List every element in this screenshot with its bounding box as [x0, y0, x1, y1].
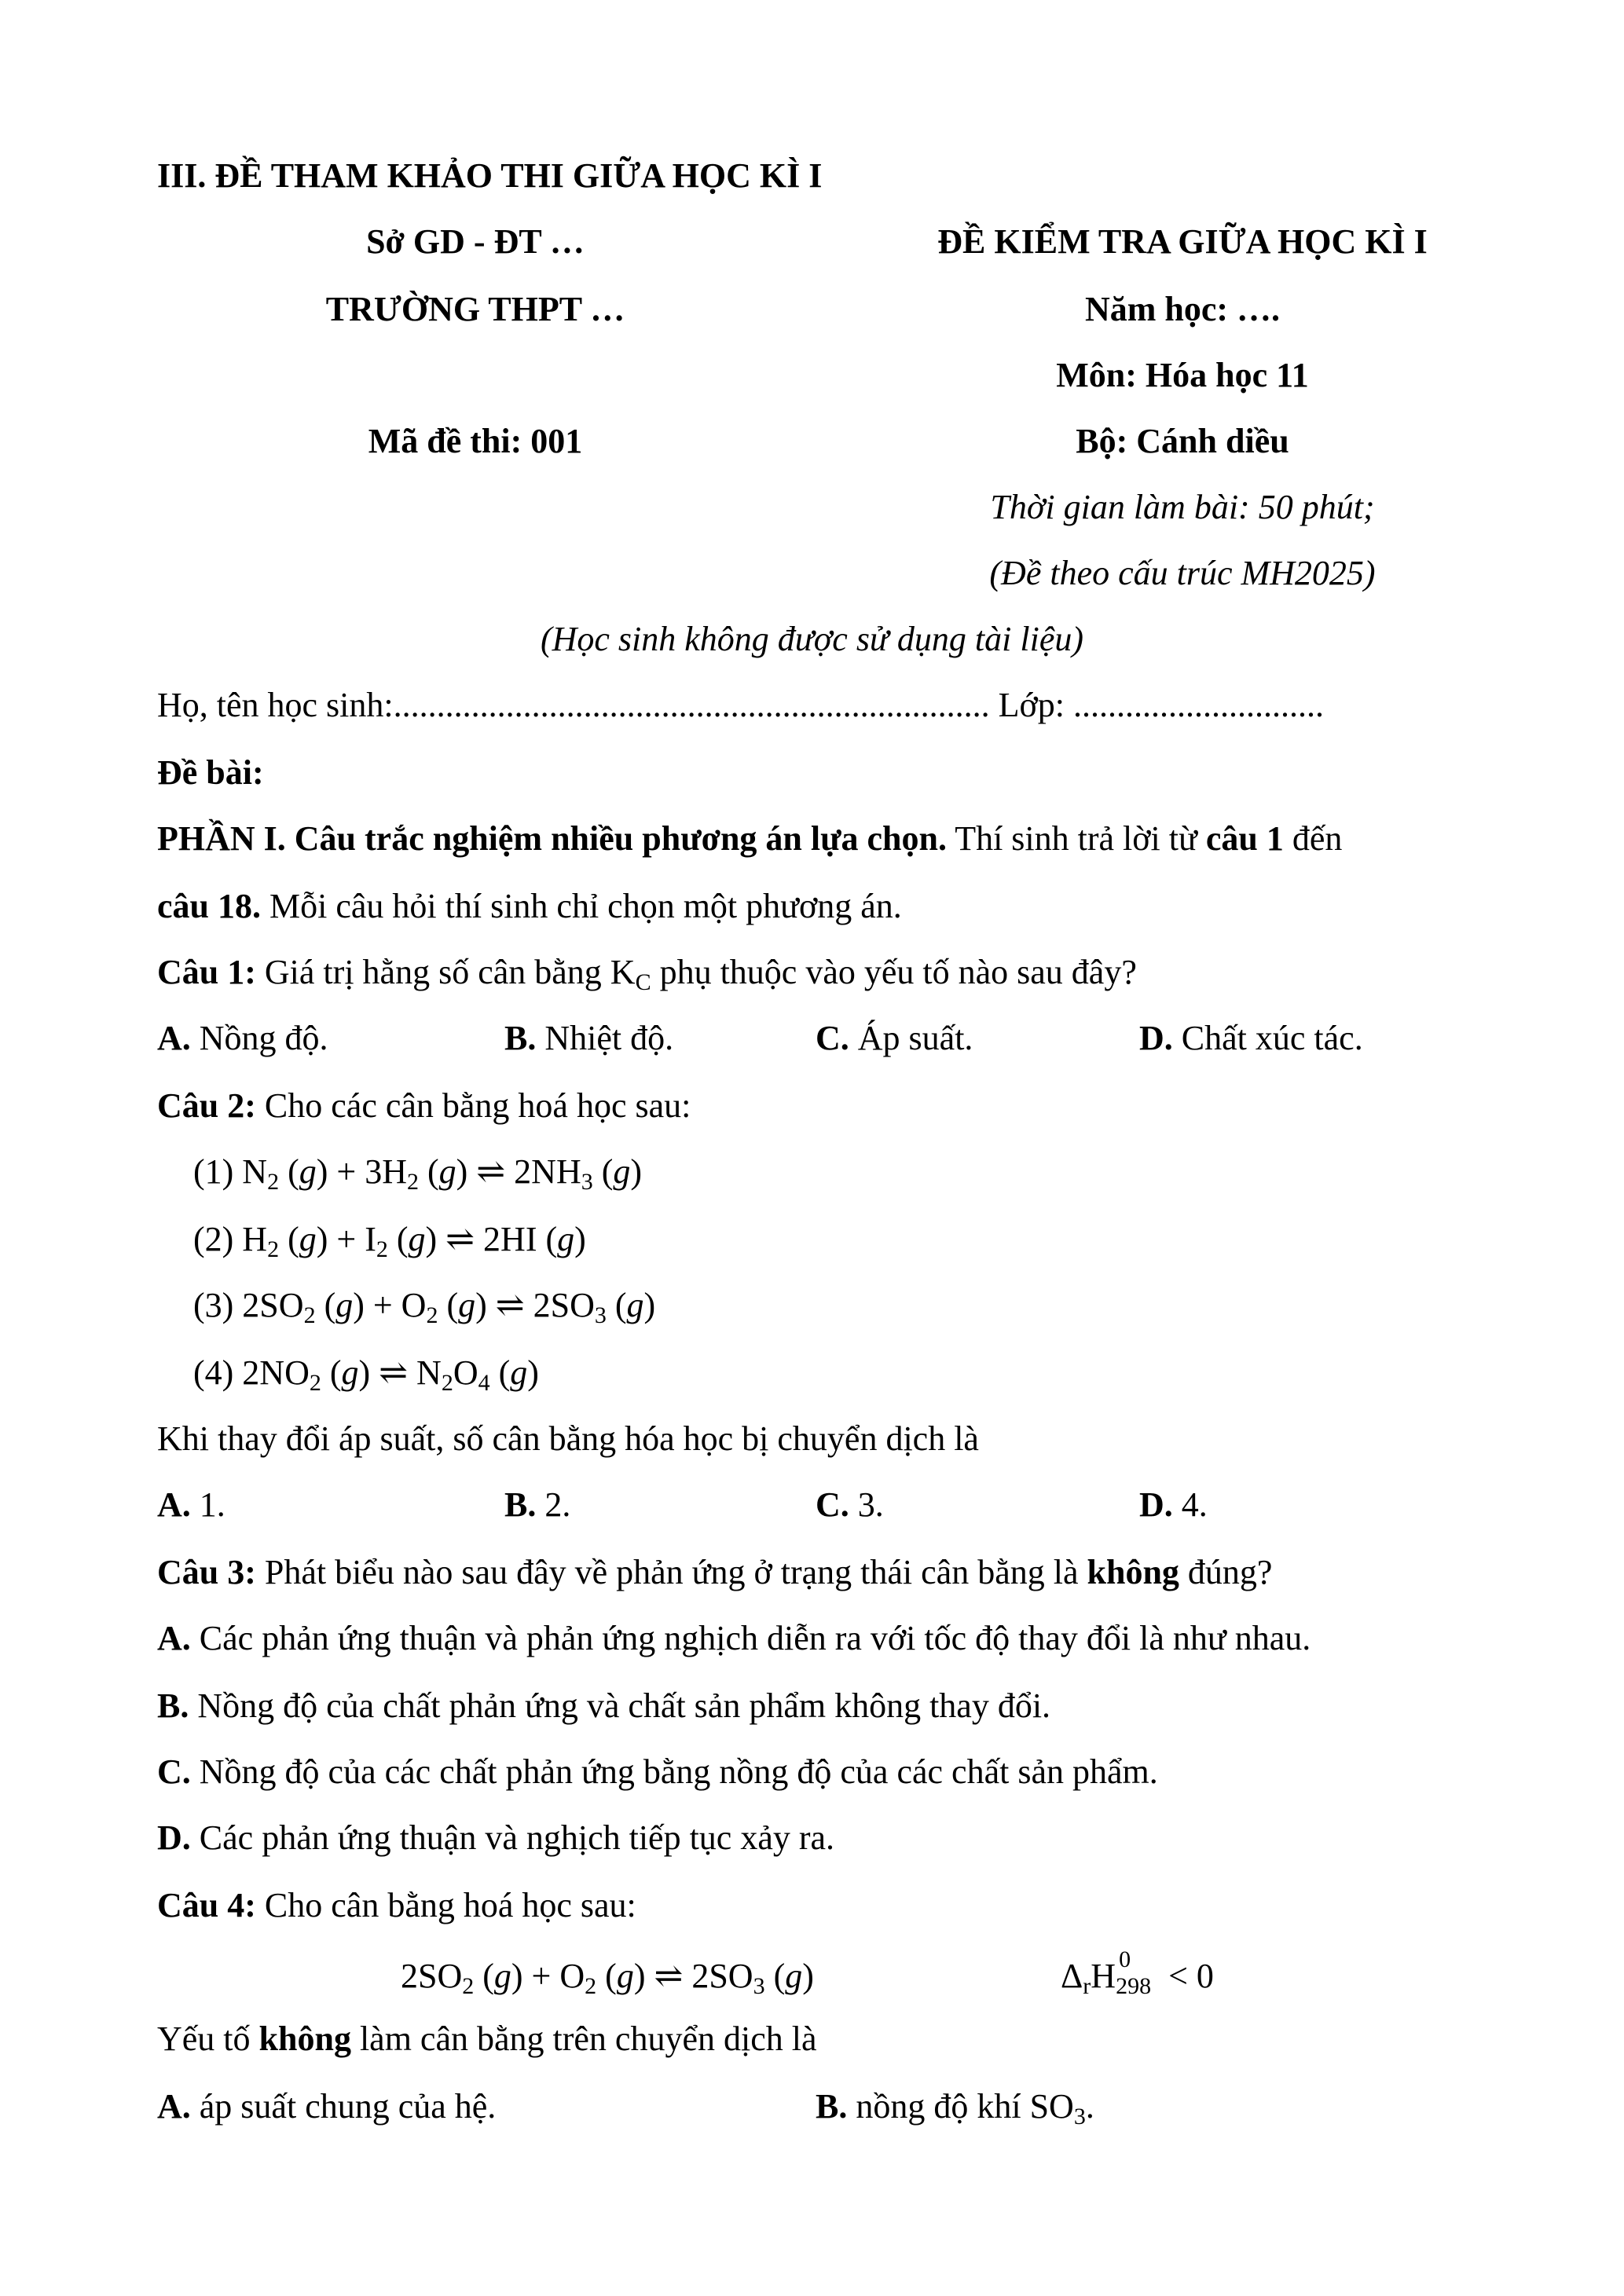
part1-to: câu 18. — [157, 887, 261, 925]
exam-structure: (Đề theo cấu trúc MH2025) — [989, 554, 1376, 592]
eq3-start: (3) 2SO — [193, 1286, 304, 1324]
q2-option-a[interactable] — [157, 1481, 225, 1529]
so3-subscript: 3 — [1073, 2104, 1086, 2129]
question-3-bold: không — [1087, 1553, 1179, 1591]
question-2-prompt: Khi thay đổi áp suất, số cân bằng hóa học bị chuyển dịch là — [157, 1419, 979, 1458]
option-key: D. — [1139, 1485, 1173, 1524]
option-key: D. — [1139, 1019, 1173, 1057]
de-bai-label: Đề bài: — [157, 753, 264, 792]
question-3-text: Phát biểu nào sau đây về phản ứng ở trạng thái cân bằng là — [255, 1553, 1087, 1591]
question-2-text: Cho các cân bằng hoá học sau: — [255, 1086, 691, 1125]
exam-note: (Học sinh không được sử dụng tài liệu) — [540, 620, 1084, 658]
option-text: Áp suất. — [849, 1019, 973, 1057]
part1-instructions — [157, 815, 1342, 862]
question-1-text: Giá trị hằng số cân bằng K — [255, 953, 636, 991]
question-4-prompt — [157, 2016, 817, 2063]
enthalpy-condition: $\Delta_rH$ 0 298 < 0 — [1061, 1946, 1214, 1999]
option-text: Các phản ứng thuận và nghịch tiếp tục xảy ra. — [190, 1818, 835, 1857]
option-text: áp suất chung của hệ. — [190, 2087, 497, 2126]
option-key: C. — [816, 1485, 849, 1524]
section-heading: III. ĐỀ THAM KHẢO THI GIỮA HỌC KÌ I — [157, 156, 823, 195]
q2-option-b[interactable] — [504, 1481, 570, 1529]
option-key: A. — [157, 1485, 191, 1524]
option-text: Các phản ứng thuận và phản ứng nghịch diễn ra với tốc độ thay đổi là như nhau. — [190, 1619, 1311, 1657]
part1-title: PHẦN I. Câu trắc nghiệm nhiều phương án lựa chọn. — [157, 819, 947, 858]
q1-option-c[interactable] — [816, 1015, 973, 1062]
q1-option-d[interactable] — [1139, 1015, 1363, 1062]
option-key: B. — [157, 1686, 189, 1725]
question-3 — [157, 1549, 1272, 1596]
q4-option-b[interactable] — [816, 2083, 1094, 2130]
option-text-end: . — [1085, 2087, 1094, 2126]
equilibrium-3: (3) $2SO_2$ $(g) + O_2$ (g) ⇌ $2SO_3$ (g) — [193, 1286, 656, 1328]
question-1 — [157, 949, 1137, 996]
option-text: nồng độ khí SO — [847, 2087, 1074, 2126]
exam-duration: Thời gian làm bài: 50 phút; — [990, 488, 1375, 526]
eq2-start: (2) H — [193, 1220, 268, 1258]
eq4-start: (4) 2NO — [193, 1353, 310, 1392]
q2-option-d[interactable] — [1139, 1481, 1208, 1529]
question-4-equation: $2SO_2$ $(g) + O_2$ (g) ⇌ $2SO_3$ (g) — [401, 1957, 814, 1999]
option-text: 1. — [190, 1485, 225, 1524]
option-key: B. — [504, 1019, 537, 1057]
option-key: A. — [157, 1619, 191, 1657]
kc-subscript: C — [635, 969, 651, 995]
option-key: C. — [816, 1019, 849, 1057]
subject: Môn: Hóa học 11 — [1056, 356, 1309, 394]
question-4-text: Cho cân bằng hoá học sau: — [255, 1886, 636, 1924]
eq1-start: (1) N — [193, 1152, 268, 1191]
school-name: TRƯỜNG THPT … — [325, 290, 625, 328]
q4-option-a[interactable] — [157, 2083, 496, 2130]
q3-option-d[interactable] — [157, 1814, 834, 1862]
q2-option-c[interactable] — [816, 1481, 884, 1529]
question-1-text-end: phụ thuộc vào yếu tố nào sau đây? — [651, 953, 1137, 991]
question-2-label: Câu 2: — [157, 1086, 256, 1125]
option-text: 4. — [1172, 1485, 1208, 1524]
option-key: B. — [504, 1485, 537, 1524]
q3-option-b[interactable] — [157, 1683, 1050, 1730]
option-text: Nồng độ của các chất phản ứng bằng nồng độ của các chất sản phẩm. — [190, 1752, 1158, 1791]
q3-option-a[interactable] — [157, 1615, 1311, 1662]
option-key: D. — [157, 1818, 191, 1857]
part1-text2: đến — [1283, 819, 1343, 858]
q3-option-c[interactable] — [157, 1749, 1158, 1796]
option-text: 2. — [536, 1485, 571, 1524]
dept-name: Sở GD - ĐT … — [366, 222, 585, 261]
equilibrium-4: (4) $2NO_2$ (g) ⇌ $N_2O_4$ (g) — [193, 1353, 539, 1396]
option-text: Nhiệt độ. — [536, 1019, 674, 1057]
option-key: C. — [157, 1752, 191, 1791]
option-text: Chất xúc tác. — [1172, 1019, 1363, 1057]
option-text: Nồng độ của chất phản ứng và chất sản phẩm không thay đổi. — [189, 1686, 1051, 1725]
question-4-prompt-end: làm cân bằng trên chuyển dịch là — [350, 2020, 817, 2058]
book-series: Bộ: Cánh diều — [1076, 422, 1289, 460]
question-1-label: Câu 1: — [157, 953, 256, 991]
q1-option-b[interactable] — [504, 1015, 673, 1062]
part1-instructions-cont — [157, 883, 902, 930]
exam-code: Mã đề thi: 001 — [368, 422, 583, 460]
question-4-prompt-bold: không — [258, 2020, 351, 2058]
option-key: A. — [157, 1019, 191, 1057]
exam-title: ĐỀ KIỂM TRA GIỮA HỌC KÌ I — [937, 222, 1428, 261]
equilibrium-1: (1) $N_2$ $(g) + 3H_2$ (g) ⇌ $2NH_3$ (g) — [193, 1152, 643, 1195]
question-2 — [157, 1082, 691, 1130]
question-3-label: Câu 3: — [157, 1553, 256, 1591]
q1-option-a[interactable] — [157, 1015, 328, 1062]
question-3-text-end: đúng? — [1179, 1553, 1273, 1591]
option-text: 3. — [849, 1485, 884, 1524]
equilibrium-2: (2) $H_2$ $(g) + I_2$ (g) ⇌ 2HI (g) — [193, 1220, 586, 1262]
option-key: B. — [816, 2087, 848, 2126]
part1-from: câu 1 — [1205, 819, 1284, 858]
question-4-label: Câu 4: — [157, 1886, 256, 1924]
question-4-prompt-text: Yếu tố — [157, 2020, 259, 2058]
part1-text3: Mỗi câu hỏi thí sinh chỉ chọn một phương án. — [261, 887, 902, 925]
student-info-line: Họ, tên học sinh:..................................................................... Lớp: ............................. — [157, 686, 1324, 724]
option-text: Nồng độ. — [190, 1019, 328, 1057]
school-year: Năm học: …. — [1084, 290, 1281, 328]
part1-text1: Thí sinh trả lời từ — [947, 819, 1206, 858]
question-4 — [157, 1882, 636, 1929]
option-key: A. — [157, 2087, 191, 2126]
